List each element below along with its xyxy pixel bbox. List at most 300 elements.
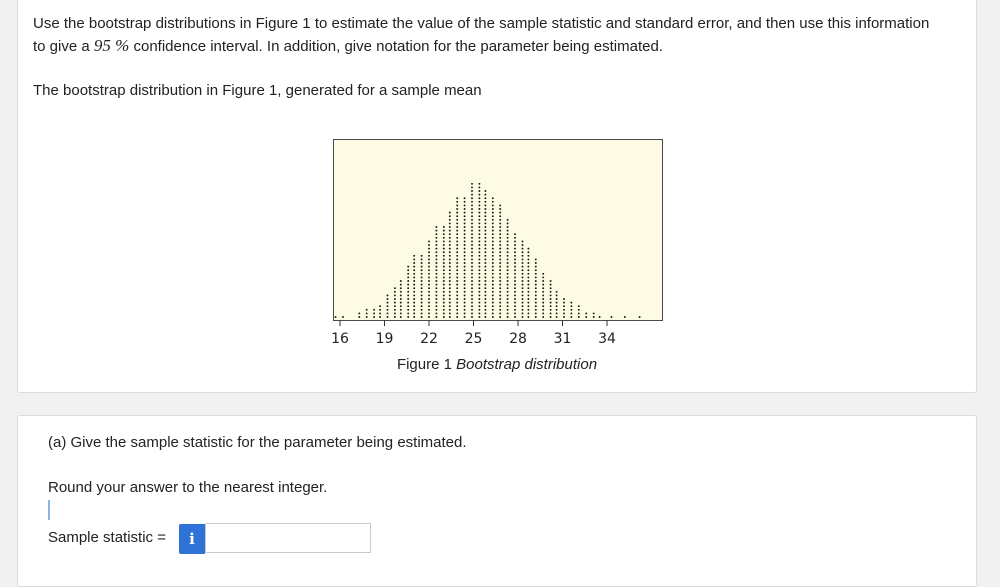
dot-19-21 — [478, 240, 480, 242]
dot-10-14 — [413, 266, 415, 268]
dot-13-18 — [435, 251, 437, 253]
dot-21-13 — [492, 269, 494, 271]
dot-20-30 — [484, 208, 486, 210]
dot-19-33 — [478, 197, 480, 199]
dot-24-7 — [514, 291, 516, 293]
dot-21-28 — [492, 215, 494, 217]
dot-18-30 — [471, 208, 473, 210]
dot-17-18 — [464, 251, 466, 253]
dot-23-23 — [507, 233, 509, 235]
dot-9-9 — [407, 284, 409, 286]
dot-22-20 — [499, 244, 501, 246]
dot-18-15 — [471, 262, 473, 264]
dot-14-8 — [443, 287, 445, 289]
x-tick-label-2: 22 — [420, 331, 438, 347]
dot-12-3 — [428, 305, 430, 307]
dot-14-23 — [443, 233, 445, 235]
dot-13-21 — [435, 240, 437, 242]
dot-18-11 — [471, 276, 473, 278]
dot-8-4 — [400, 302, 402, 304]
dot-18-27 — [471, 219, 473, 221]
rounding-note: Round your answer to the nearest integer. — [48, 479, 328, 496]
dot-12-7 — [428, 291, 430, 293]
dot-15-14 — [449, 266, 451, 268]
dot-12-8 — [428, 287, 430, 289]
dot-20-34 — [484, 194, 486, 196]
dot-18-12 — [471, 273, 473, 275]
dot-19-8 — [478, 287, 480, 289]
dot-10-13 — [413, 269, 415, 271]
dot-22-12 — [499, 273, 501, 275]
dot-20-17 — [484, 255, 486, 257]
dot-21-32 — [492, 201, 494, 203]
dot-14-7 — [443, 291, 445, 293]
dot-16-30 — [456, 208, 458, 210]
dot-16-32 — [456, 201, 458, 203]
dot-22-13 — [499, 269, 501, 271]
dot-17-33 — [464, 197, 466, 199]
dot-30-4 — [556, 302, 558, 304]
dot-11-11 — [421, 276, 423, 278]
dot-27-8 — [535, 287, 537, 289]
dot-27-14 — [535, 266, 537, 268]
dot-16-28 — [456, 215, 458, 217]
dot-28-10 — [542, 280, 544, 282]
dot-9-11 — [407, 276, 409, 278]
dot-15-11 — [449, 276, 451, 278]
dot-26-6 — [527, 294, 529, 296]
dot-12-21 — [428, 240, 430, 242]
dot-26-7 — [527, 291, 529, 293]
dot-20-29 — [484, 212, 486, 214]
dot-24-12 — [514, 273, 516, 275]
dot-27-6 — [535, 294, 537, 296]
dot-16-5 — [456, 298, 458, 300]
dot-7-6 — [394, 294, 396, 296]
dot-22-16 — [499, 258, 501, 260]
dot-22-14 — [499, 266, 501, 268]
dot-10-7 — [413, 291, 415, 293]
dot-19-22 — [478, 237, 480, 239]
dot-25-7 — [522, 291, 524, 293]
dot-20-13 — [484, 269, 486, 271]
x-tick-label-0: 16 — [331, 331, 349, 347]
dot-27-3 — [535, 305, 537, 307]
dot-8-9 — [400, 284, 402, 286]
dot-21-20 — [492, 244, 494, 246]
dot-10-10 — [413, 280, 415, 282]
dot-15-8 — [449, 287, 451, 289]
dot-13-16 — [435, 258, 437, 260]
dot-24-22 — [514, 237, 516, 239]
dot-22-30 — [499, 208, 501, 210]
dot-22-17 — [499, 255, 501, 257]
dot-16-11 — [456, 276, 458, 278]
dot-21-18 — [492, 251, 494, 253]
dot-25-20 — [522, 244, 524, 246]
dot-18-37 — [471, 183, 473, 185]
dot-28-12 — [542, 273, 544, 275]
dot-9-8 — [407, 287, 409, 289]
dot-24-11 — [514, 276, 516, 278]
dot-17-6 — [464, 294, 466, 296]
dot-23-17 — [507, 255, 509, 257]
dot-19-7 — [478, 291, 480, 293]
dot-15-29 — [449, 212, 451, 214]
dot-18-28 — [471, 215, 473, 217]
dot-26-10 — [527, 280, 529, 282]
dot-20-8 — [484, 287, 486, 289]
dot-10-8 — [413, 287, 415, 289]
dot-12-16 — [428, 258, 430, 260]
dot-21-5 — [492, 298, 494, 300]
dot-21-33 — [492, 197, 494, 199]
dot-15-10 — [449, 280, 451, 282]
dot-21-16 — [492, 258, 494, 260]
dot-24-5 — [514, 298, 516, 300]
dot-29-10 — [550, 280, 552, 282]
dot-21-4 — [492, 302, 494, 304]
dot-25-16 — [522, 258, 524, 260]
dot-26-19 — [527, 248, 529, 250]
dot-15-18 — [449, 251, 451, 253]
dot-17-3 — [464, 305, 466, 307]
dotplot-area — [333, 139, 663, 321]
dot-25-14 — [522, 266, 524, 268]
dot-15-22 — [449, 237, 451, 239]
dot-16-31 — [456, 204, 458, 206]
dot-18-19 — [471, 248, 473, 250]
dot-18-24 — [471, 230, 473, 232]
dot-24-3 — [514, 305, 516, 307]
caption-title: Bootstrap distribution — [456, 356, 598, 373]
dot-21-11 — [492, 276, 494, 278]
dot-21-7 — [492, 291, 494, 293]
dot-19-13 — [478, 269, 480, 271]
dot-23-11 — [507, 276, 509, 278]
dot-21-31 — [492, 204, 494, 206]
dot-12-18 — [428, 251, 430, 253]
dot-15-6 — [449, 294, 451, 296]
dot-6-6 — [387, 294, 389, 296]
dot-10-11 — [413, 276, 415, 278]
dot-9-10 — [407, 280, 409, 282]
dot-24-23 — [514, 233, 516, 235]
dot-20-15 — [484, 262, 486, 264]
dot-22-3 — [499, 305, 501, 307]
dot-14-6 — [443, 294, 445, 296]
dot-16-18 — [456, 251, 458, 253]
dot-10-4 — [413, 302, 415, 304]
info-icon[interactable]: i — [179, 524, 205, 554]
dot-18-33 — [471, 197, 473, 199]
dot-22-29 — [499, 212, 501, 214]
dot-13-7 — [435, 291, 437, 293]
dot-29-5 — [550, 298, 552, 300]
dot-25-8 — [522, 287, 524, 289]
dot-8-5 — [400, 298, 402, 300]
dot-27-15 — [535, 262, 537, 264]
dot-13-10 — [435, 280, 437, 282]
dot-19-17 — [478, 255, 480, 257]
dot-26-15 — [527, 262, 529, 264]
dot-14-16 — [443, 258, 445, 260]
dot-21-6 — [492, 294, 494, 296]
dot-14-11 — [443, 276, 445, 278]
dot-17-28 — [464, 215, 466, 217]
dot-19-34 — [478, 194, 480, 196]
dot-20-10 — [484, 280, 486, 282]
dot-17-22 — [464, 237, 466, 239]
dot-10-3 — [413, 305, 415, 307]
dot-21-27 — [492, 219, 494, 221]
dot-21-14 — [492, 266, 494, 268]
sample-statistic-input[interactable] — [205, 523, 371, 553]
dot-29-6 — [550, 294, 552, 296]
dot-22-27 — [499, 219, 501, 221]
dot-19-23 — [478, 233, 480, 235]
dot-11-3 — [421, 305, 423, 307]
dot-12-20 — [428, 244, 430, 246]
dot-20-28 — [484, 215, 486, 217]
dot-22-22 — [499, 237, 501, 239]
x-tick-label-6: 34 — [598, 331, 616, 347]
dot-18-10 — [471, 280, 473, 282]
dot-27-11 — [535, 276, 537, 278]
dot-26-12 — [527, 273, 529, 275]
dot-30-6 — [556, 294, 558, 296]
dot-8-3 — [400, 305, 402, 307]
dot-21-19 — [492, 248, 494, 250]
dot-18-18 — [471, 251, 473, 253]
dot-22-15 — [499, 262, 501, 264]
dot-21-26 — [492, 222, 494, 224]
dot-18-13 — [471, 269, 473, 271]
dot-7-8 — [394, 287, 396, 289]
dot-15-5 — [449, 298, 451, 300]
dot-24-10 — [514, 280, 516, 282]
dot-19-37 — [478, 183, 480, 185]
dot-17-4 — [464, 302, 466, 304]
dot-19-5 — [478, 298, 480, 300]
dot-18-29 — [471, 212, 473, 214]
dot-16-20 — [456, 244, 458, 246]
dot-19-10 — [478, 280, 480, 282]
dot-26-13 — [527, 269, 529, 271]
dot-20-26 — [484, 222, 486, 224]
dot-12-19 — [428, 248, 430, 250]
dot-18-4 — [471, 302, 473, 304]
dot-21-8 — [492, 287, 494, 289]
dot-25-13 — [522, 269, 524, 271]
dot-23-21 — [507, 240, 509, 242]
dot-22-11 — [499, 276, 501, 278]
figure-caption — [18, 356, 976, 373]
dot-19-15 — [478, 262, 480, 264]
dot-19-27 — [478, 219, 480, 221]
dot-21-3 — [492, 305, 494, 307]
dot-16-22 — [456, 237, 458, 239]
dot-22-26 — [499, 222, 501, 224]
dot-22-19 — [499, 248, 501, 250]
dot-24-16 — [514, 258, 516, 260]
dot-23-7 — [507, 291, 509, 293]
dot-26-11 — [527, 276, 529, 278]
dot-14-17 — [443, 255, 445, 257]
dot-17-11 — [464, 276, 466, 278]
dot-11-12 — [421, 273, 423, 275]
dot-24-21 — [514, 240, 516, 242]
dot-18-22 — [471, 237, 473, 239]
dot-14-19 — [443, 248, 445, 250]
dot-21-24 — [492, 230, 494, 232]
dot-13-12 — [435, 273, 437, 275]
dot-24-14 — [514, 266, 516, 268]
dot-23-12 — [507, 273, 509, 275]
dot-9-14 — [407, 266, 409, 268]
dot-18-26 — [471, 222, 473, 224]
dot-11-9 — [421, 284, 423, 286]
dot-23-27 — [507, 219, 509, 221]
dot-11-10 — [421, 280, 423, 282]
dot-28-3 — [542, 305, 544, 307]
focus-indicator — [48, 500, 50, 520]
dot-19-4 — [478, 302, 480, 304]
dot-20-5 — [484, 298, 486, 300]
dot-32-4 — [570, 302, 572, 304]
dot-18-9 — [471, 284, 473, 286]
dot-15-13 — [449, 269, 451, 271]
dot-23-4 — [507, 302, 509, 304]
dot-30-3 — [556, 305, 558, 307]
dot-20-21 — [484, 240, 486, 242]
dot-22-4 — [499, 302, 501, 304]
dot-9-3 — [407, 305, 409, 307]
dot-19-26 — [478, 222, 480, 224]
dot-20-32 — [484, 201, 486, 203]
dot-20-27 — [484, 219, 486, 221]
dot-20-18 — [484, 251, 486, 253]
dot-24-6 — [514, 294, 516, 296]
dot-25-6 — [522, 294, 524, 296]
dot-27-10 — [535, 280, 537, 282]
dot-10-9 — [413, 284, 415, 286]
dot-18-3 — [471, 305, 473, 307]
dot-22-28 — [499, 215, 501, 217]
dot-7-3 — [394, 305, 396, 307]
dot-25-18 — [522, 251, 524, 253]
dot-19-9 — [478, 284, 480, 286]
dot-17-14 — [464, 266, 466, 268]
dot-31-5 — [563, 298, 565, 300]
dot-17-24 — [464, 230, 466, 232]
dot-15-16 — [449, 258, 451, 260]
dot-26-17 — [527, 255, 529, 257]
dot-17-20 — [464, 244, 466, 246]
dot-17-27 — [464, 219, 466, 221]
dot-17-25 — [464, 226, 466, 228]
dot-18-16 — [471, 258, 473, 260]
dot-21-9 — [492, 284, 494, 286]
dot-10-12 — [413, 273, 415, 275]
dot-16-14 — [456, 266, 458, 268]
dot-25-15 — [522, 262, 524, 264]
dot-16-19 — [456, 248, 458, 250]
dot-5-3 — [379, 305, 381, 307]
dot-13-15 — [435, 262, 437, 264]
dot-19-16 — [478, 258, 480, 260]
dot-30-5 — [556, 298, 558, 300]
dot-7-7 — [394, 291, 396, 293]
dot-17-21 — [464, 240, 466, 242]
dot-26-5 — [527, 298, 529, 300]
part-a-card — [17, 415, 977, 587]
question-card — [17, 0, 977, 393]
dot-15-15 — [449, 262, 451, 264]
x-tick-label-4: 28 — [509, 331, 527, 347]
instructions-text: Use the bootstrap distributions in Figure 1 to estimate the value of the sample statistic and standard error, and then use this information to give a — [33, 15, 930, 55]
dot-23-8 — [507, 287, 509, 289]
dot-14-5 — [443, 298, 445, 300]
dot-13-17 — [435, 255, 437, 257]
dot-13-19 — [435, 248, 437, 250]
dot-20-35 — [484, 190, 486, 192]
dot-14-22 — [443, 237, 445, 239]
dot-20-24 — [484, 230, 486, 232]
dot-14-18 — [443, 251, 445, 253]
dot-33-3 — [578, 305, 580, 307]
dot-19-31 — [478, 204, 480, 206]
dot-8-6 — [400, 294, 402, 296]
dot-17-26 — [464, 222, 466, 224]
dot-13-14 — [435, 266, 437, 268]
dot-12-13 — [428, 269, 430, 271]
dot-27-13 — [535, 269, 537, 271]
dot-27-4 — [535, 302, 537, 304]
dot-8-8 — [400, 287, 402, 289]
dot-27-16 — [535, 258, 537, 260]
dot-21-22 — [492, 237, 494, 239]
dot-20-16 — [484, 258, 486, 260]
dot-18-23 — [471, 233, 473, 235]
dot-19-20 — [478, 244, 480, 246]
dot-18-35 — [471, 190, 473, 192]
dot-19-35 — [478, 190, 480, 192]
dot-11-16 — [421, 258, 423, 260]
dot-14-20 — [443, 244, 445, 246]
dot-22-6 — [499, 294, 501, 296]
dot-13-22 — [435, 237, 437, 239]
dot-26-14 — [527, 266, 529, 268]
dot-29-9 — [550, 284, 552, 286]
dot-15-7 — [449, 291, 451, 293]
dot-23-13 — [507, 269, 509, 271]
dot-11-5 — [421, 298, 423, 300]
dot-24-15 — [514, 262, 516, 264]
dot-22-21 — [499, 240, 501, 242]
dot-16-26 — [456, 222, 458, 224]
dot-20-33 — [484, 197, 486, 199]
dot-23-6 — [507, 294, 509, 296]
question-instructions — [33, 13, 943, 58]
dot-22-24 — [499, 230, 501, 232]
dot-25-9 — [522, 284, 524, 286]
dot-14-25 — [443, 226, 445, 228]
dot-15-3 — [449, 305, 451, 307]
dot-16-25 — [456, 226, 458, 228]
dot-11-4 — [421, 302, 423, 304]
dot-25-17 — [522, 255, 524, 257]
